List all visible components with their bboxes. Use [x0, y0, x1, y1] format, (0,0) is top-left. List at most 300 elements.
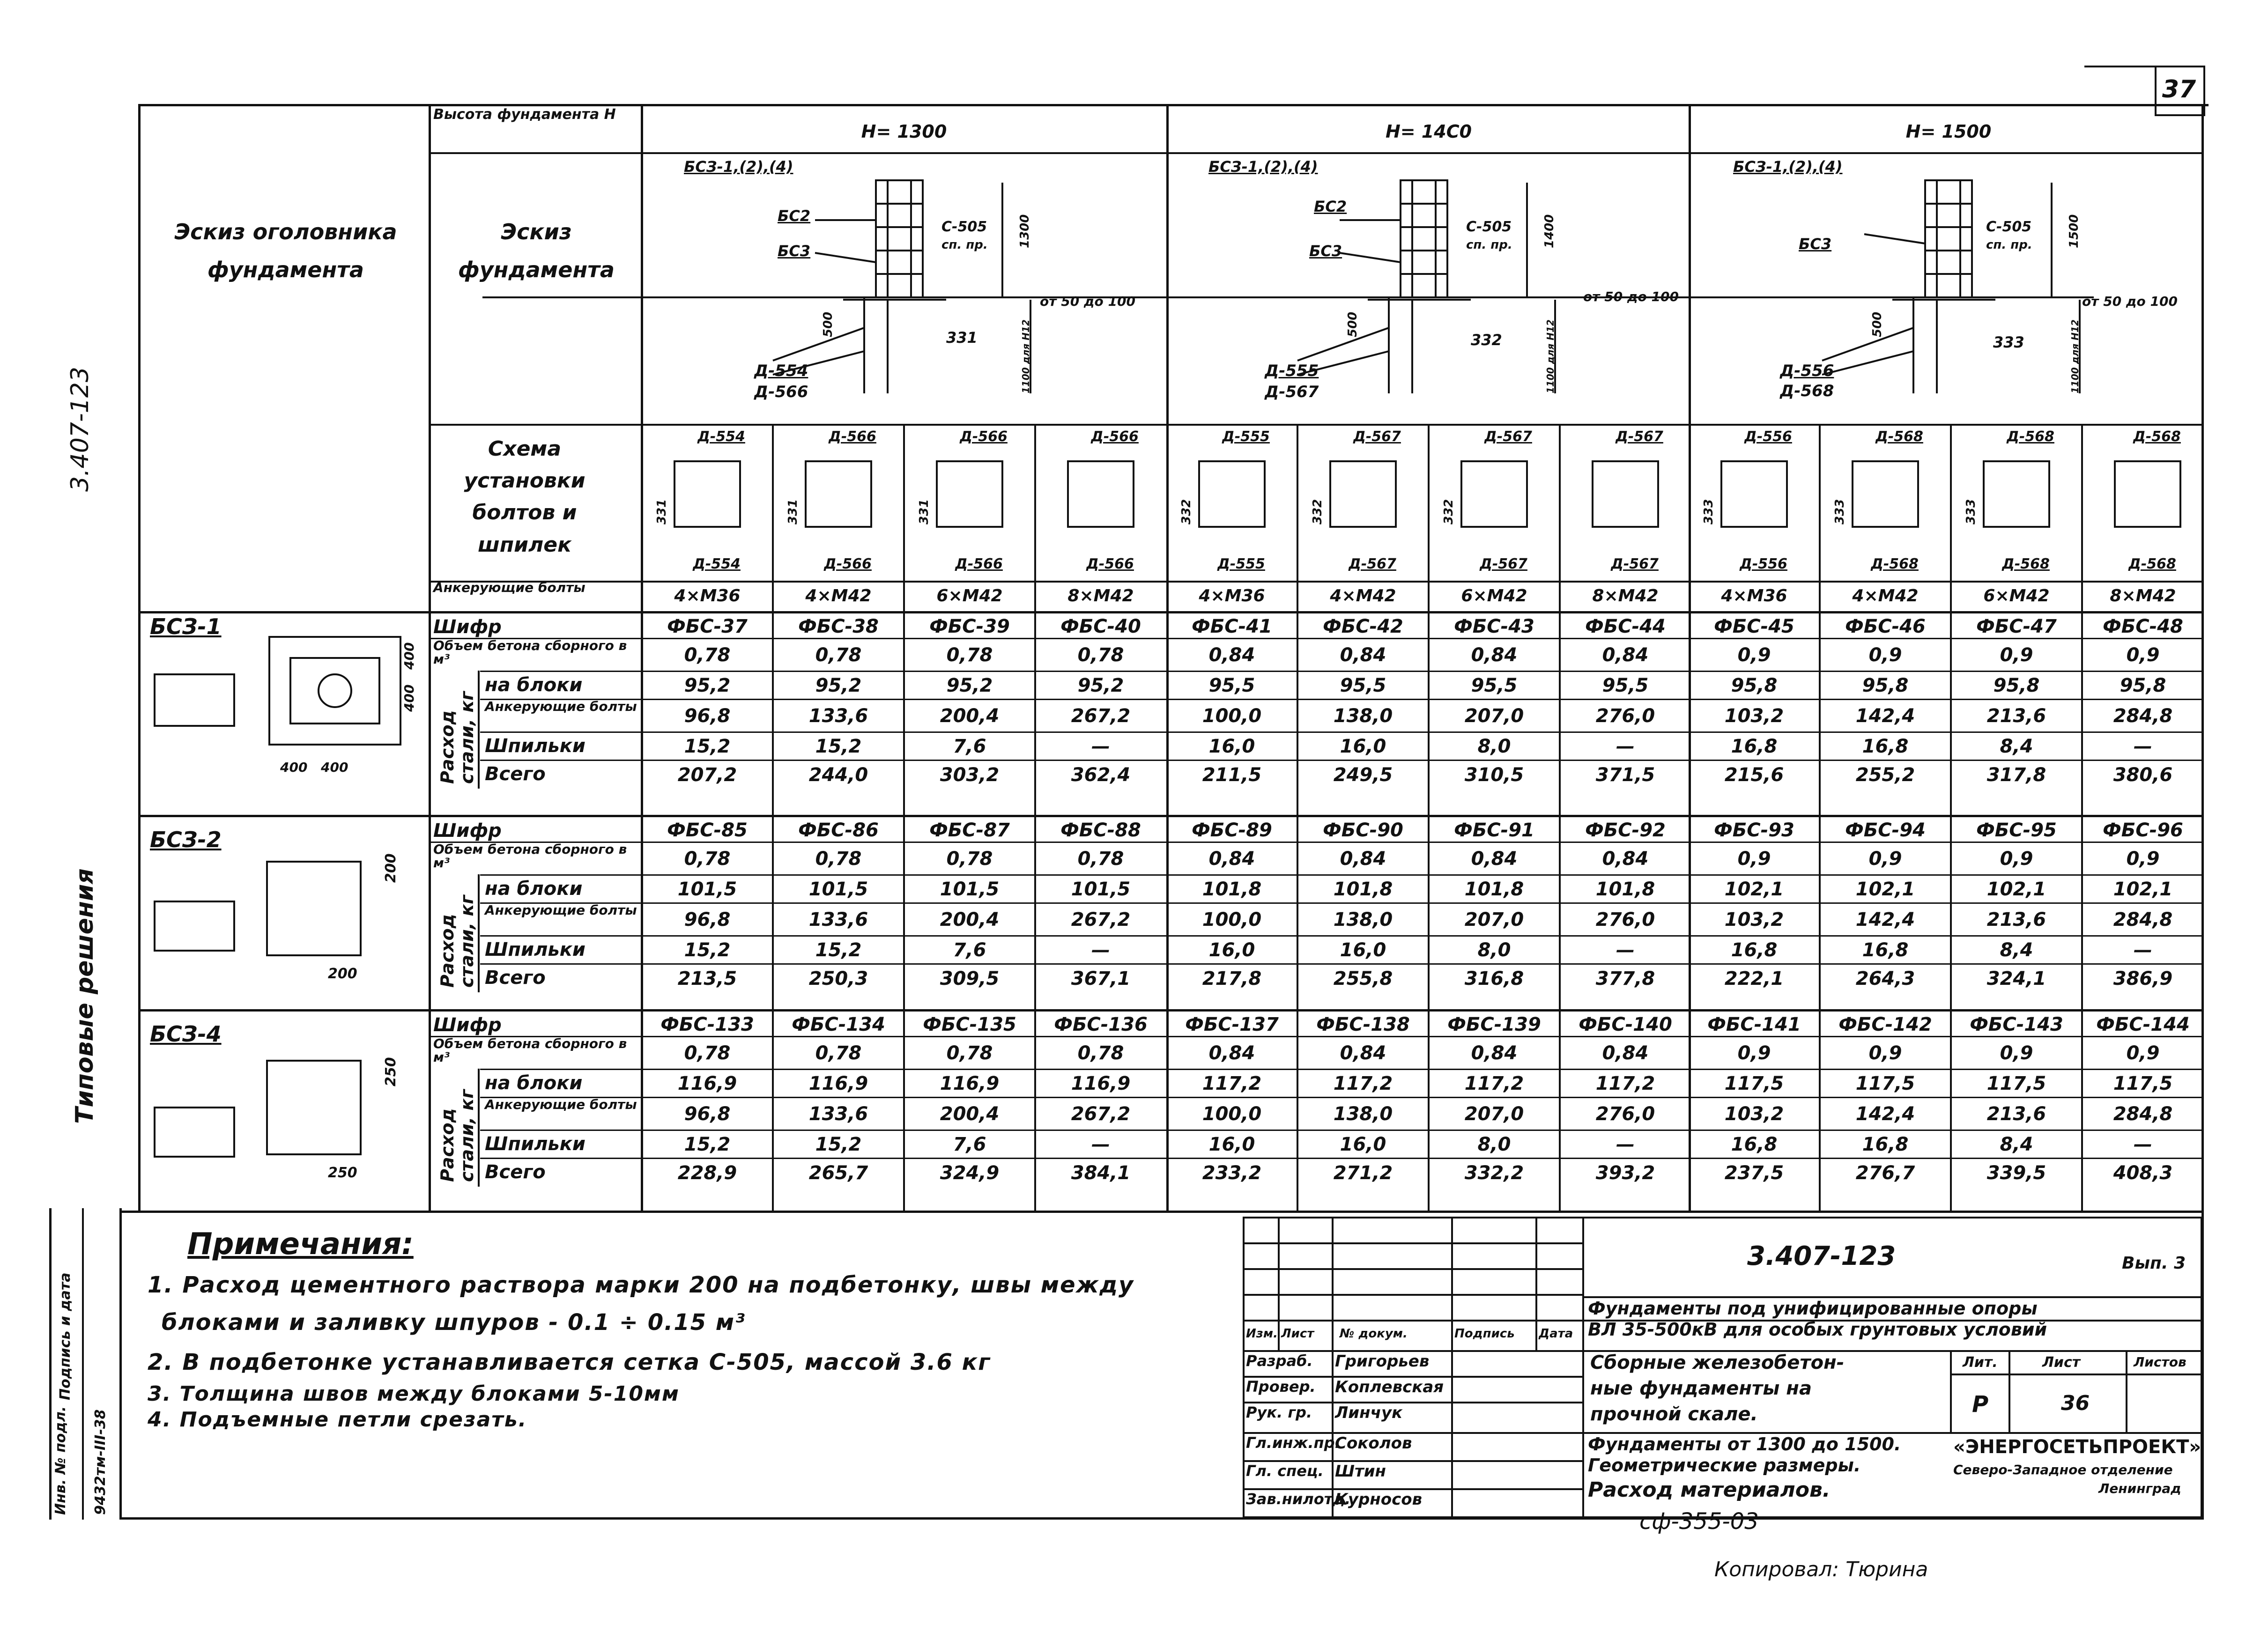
cell-total: 217,8	[1202, 968, 1262, 990]
cell-volume: 0,84	[1471, 1042, 1518, 1064]
sketch-d1-1: Д-554	[754, 362, 808, 380]
cell-blocks: 95,2	[684, 675, 731, 696]
scheme-id-top: Д-566	[960, 428, 1008, 445]
block-name-bsz4: БСЗ-4	[150, 1021, 222, 1047]
cell-anchors: 133,6	[808, 909, 868, 930]
note-2: 2. В подбетонке устанавливается сетка С-505, массой 3.6 кг	[148, 1349, 991, 1375]
cell-code: ФБС-46	[1845, 616, 1926, 637]
row-label-total: Всего	[485, 967, 546, 989]
sketch-b3-3: БС3	[1799, 235, 1832, 253]
cell-blocks: 102,1	[2113, 879, 2173, 900]
anchor-bolts-cell: 4×М36	[1721, 586, 1787, 606]
cell-anchors: 276,0	[1595, 705, 1655, 727]
cell-studs: 8,4	[2000, 1134, 2033, 1155]
cell-volume: 0,9	[2126, 1042, 2160, 1064]
bsz4-dim-a: 250	[328, 1165, 357, 1181]
cell-blocks: 102,1	[1855, 879, 1915, 900]
row-label-anchors: Анкерующие болты	[485, 699, 637, 714]
stamp-desc1-a: Сборные железобетон-	[1590, 1352, 1845, 1374]
header-anchor-label: Анкерующие болты	[433, 580, 586, 595]
cell-studs: 8,0	[1477, 939, 1511, 961]
cell-anchors: 100,0	[1202, 1103, 1262, 1125]
cell-studs: 16,0	[1340, 736, 1386, 757]
cell-code: ФБС-136	[1054, 1014, 1148, 1035]
cell-volume: 0,84	[1340, 644, 1386, 666]
sketch-anc-3: 1100 для Н12	[2069, 319, 2081, 393]
cell-anchors: 100,0	[1202, 705, 1262, 727]
header-height-label: Высота фундамента H	[433, 106, 616, 123]
row-rule	[480, 1069, 2204, 1070]
cell-code: ФБС-89	[1192, 820, 1272, 841]
cell-anchors: 103,2	[1724, 1103, 1784, 1125]
sketch-c505-3: С-505	[1986, 219, 2032, 235]
cell-code: ФБС-95	[1976, 820, 2057, 841]
row-label-volume: Объем бетона сборного в м³	[433, 1036, 627, 1065]
cell-blocks: 116,9	[940, 1073, 1000, 1094]
strip-num: 9432тм-III-38	[92, 1409, 109, 1515]
stamp-sheet-h: Лист	[2042, 1354, 2081, 1371]
block-plan-bsz1	[155, 637, 400, 745]
stamp-desc2-a: Фундаменты от 1300 до 1500.	[1588, 1434, 1901, 1455]
cell-blocks: 117,5	[1986, 1073, 2046, 1094]
cell-studs: 16,8	[1862, 1134, 1909, 1155]
cell-volume: 0,78	[1077, 644, 1124, 666]
cell-code: ФБС-134	[792, 1014, 885, 1035]
bsz2-dim-a: 200	[328, 966, 357, 982]
cell-code: ФБС-87	[929, 820, 1010, 841]
row-label-code: Шифр	[433, 1014, 502, 1036]
scheme-id-bottom: Д-568	[1871, 556, 1919, 572]
cell-volume: 0,84	[1208, 1042, 1255, 1064]
cell-total: 250,3	[808, 968, 868, 990]
cell-code: ФБС-38	[798, 616, 879, 637]
cell-studs: 8,4	[2000, 939, 2033, 961]
cell-studs: —	[1091, 736, 1110, 757]
sketch-gap-2: от 50 до 100	[1583, 289, 1679, 304]
anchor-bolts-cell: 6×М42	[936, 586, 1003, 606]
cell-code: ФБС-44	[1585, 616, 1666, 637]
band-top	[138, 1009, 2204, 1012]
stamp-desc2-c: Расход материалов.	[1588, 1478, 1831, 1502]
cell-total: 244,0	[808, 764, 868, 786]
stamp-issue: Вып. 3	[2122, 1254, 2186, 1273]
cell-anchors: 138,0	[1333, 705, 1393, 727]
cell-studs: 15,2	[815, 736, 862, 757]
sketch-d1-3: Д-556	[1780, 362, 1834, 380]
cell-code: ФБС-143	[1970, 1014, 2063, 1035]
scheme-id-bottom: Д-568	[2002, 556, 2050, 572]
cell-anchors: 142,4	[1855, 909, 1915, 930]
sketch-gap-3: от 50 до 100	[2082, 294, 2178, 309]
cell-blocks: 95,5	[1602, 675, 1649, 696]
cell-volume: 0,78	[815, 848, 862, 870]
scheme-id-bottom: Д-567	[1611, 556, 1659, 572]
cell-blocks: 116,9	[1071, 1073, 1131, 1094]
sketch-anc-2: 1100 для Н12	[1545, 319, 1556, 393]
cell-blocks: 101,5	[940, 879, 1000, 900]
cell-total: 215,6	[1724, 764, 1784, 786]
cell-total: 255,8	[1333, 968, 1393, 990]
sketch-anc-1: 1100 для Н12	[1020, 319, 1031, 393]
row-rule	[429, 842, 2204, 843]
stamp-role: Рук. гр.	[1246, 1403, 1312, 1421]
sketch-w-1: 331	[946, 329, 978, 347]
cell-total: 367,1	[1071, 968, 1131, 990]
cell-blocks: 95,8	[1731, 675, 1778, 696]
scheme-width: 333	[1964, 499, 1978, 524]
cell-anchors: 103,2	[1724, 705, 1784, 727]
cell-studs: 15,2	[684, 1134, 731, 1155]
stamp-person: Линчук	[1335, 1403, 1403, 1422]
scheme-id-top: Д-555	[1222, 428, 1270, 445]
cell-total: 371,5	[1595, 764, 1655, 786]
cell-code: ФБС-88	[1060, 820, 1141, 841]
cell-volume: 0,78	[684, 1042, 731, 1064]
cell-total: 408,3	[2113, 1162, 2173, 1184]
cell-anchors: 200,4	[940, 909, 1000, 930]
cell-anchors: 96,8	[684, 909, 731, 930]
cell-total: 393,2	[1595, 1162, 1655, 1184]
anchor-bolts-cell: 8×М42	[2110, 586, 2176, 606]
cell-studs: —	[2134, 736, 2152, 757]
cell-total: 377,8	[1595, 968, 1655, 990]
sketch-c505-2: С-505	[1466, 219, 1512, 235]
cell-volume: 0,78	[684, 848, 731, 870]
cell-code: ФБС-138	[1316, 1014, 1410, 1035]
cell-studs: —	[1091, 1134, 1110, 1155]
scheme-id-bottom: Д-567	[1480, 556, 1527, 572]
cell-total: 310,5	[1464, 764, 1524, 786]
cell-studs: —	[1616, 736, 1635, 757]
row-label-volume: Объем бетона сборного в м³	[433, 638, 627, 667]
note-1b: блоками и заливку шпуров - 0.1 ÷ 0.15 м³	[162, 1309, 746, 1336]
header-col1-label: Эскиз оголовника фундамента	[174, 219, 397, 282]
sketch-b3-1: БС3	[778, 242, 811, 260]
cell-total: 207,2	[677, 764, 737, 786]
cell-studs: 16,8	[1862, 736, 1909, 757]
sketch-c505-1: С-505	[941, 219, 987, 235]
cell-volume: 0,9	[2000, 848, 2033, 870]
row-rule	[480, 1158, 2204, 1159]
cell-anchors: 207,0	[1464, 705, 1524, 727]
scheme-id-bottom: Д-566	[1086, 556, 1134, 572]
bsz1-dim-b: 400	[321, 760, 348, 775]
row-rule	[480, 760, 2204, 761]
cell-blocks: 101,8	[1333, 879, 1393, 900]
cell-blocks: 101,5	[808, 879, 868, 900]
bsz2-dim-b: 200	[383, 853, 399, 883]
anchor-bolts-cell: 6×М42	[1461, 586, 1527, 606]
cell-code: ФБС-141	[1707, 1014, 1801, 1035]
cell-blocks: 95,2	[946, 675, 993, 696]
scheme-id-bottom: Д-568	[2128, 556, 2176, 572]
scheme-width: 331	[917, 499, 931, 524]
cell-anchors: 138,0	[1333, 909, 1393, 930]
cell-anchors: 133,6	[808, 1103, 868, 1125]
sketch-bsz-label-3: БСЗ-1,(2),(4)	[1733, 158, 1843, 176]
scheme-id-bottom: Д-567	[1349, 556, 1396, 572]
sketch-d1-2: Д-555	[1265, 362, 1319, 380]
cell-blocks: 117,5	[1855, 1073, 1915, 1094]
cell-volume: 0,78	[815, 1042, 862, 1064]
cell-total: 271,2	[1333, 1162, 1393, 1184]
cell-total: 303,2	[940, 764, 1000, 786]
scheme-squares	[674, 461, 2180, 527]
row-label-blocks: на блоки	[485, 1072, 583, 1094]
block-name-bsz2: БСЗ-2	[150, 827, 222, 852]
row-label-blocks: на блоки	[485, 674, 583, 696]
cell-volume: 0,9	[2126, 644, 2160, 666]
note-3: 3. Толщина швов между блоками 5-10мм	[148, 1382, 680, 1406]
block-plan-bsz2	[155, 862, 361, 955]
cell-anchors: 267,2	[1071, 705, 1131, 727]
cell-code: ФБС-139	[1447, 1014, 1541, 1035]
cell-volume: 0,84	[1208, 644, 1255, 666]
cell-code: ФБС-144	[2096, 1014, 2190, 1035]
cell-anchors: 213,6	[1986, 909, 2046, 930]
row-rule	[429, 1036, 2204, 1037]
cell-studs: 8,0	[1477, 736, 1511, 757]
cell-volume: 0,78	[815, 644, 862, 666]
cell-studs: 15,2	[815, 1134, 862, 1155]
notes-title: Примечания:	[187, 1227, 414, 1262]
cell-blocks: 117,2	[1595, 1073, 1655, 1094]
row-rule	[480, 699, 2204, 700]
sketch-gap-1: от 50 до 100	[1040, 294, 1135, 309]
band-top	[138, 611, 2204, 613]
scheme-width: 331	[786, 499, 800, 524]
cell-blocks: 95,8	[1862, 675, 1909, 696]
stamp-role: Разраб.	[1246, 1352, 1313, 1370]
cell-total: 324,9	[940, 1162, 1000, 1184]
stamp-col-izm: Изм.	[1246, 1327, 1278, 1341]
cell-code: ФБС-90	[1323, 820, 1403, 841]
steel-divider	[478, 1069, 480, 1187]
cell-studs: 16,8	[1862, 939, 1909, 961]
cell-total: 222,1	[1724, 968, 1784, 990]
group-height-1400: H= 14С0	[1385, 121, 1472, 142]
cell-code: ФБС-92	[1585, 820, 1666, 841]
bsz1-dim-d: 400	[401, 642, 417, 670]
cell-blocks: 116,9	[808, 1073, 868, 1094]
cell-studs: 8,4	[2000, 736, 2033, 757]
cell-blocks: 117,5	[1724, 1073, 1784, 1094]
stamp-role: Провер.	[1246, 1378, 1316, 1396]
cell-studs: 16,0	[1208, 736, 1255, 757]
cell-anchors: 103,2	[1724, 909, 1784, 930]
scheme-id-bottom: Д-554	[693, 556, 741, 572]
cell-blocks: 102,1	[1724, 879, 1784, 900]
cell-studs: —	[1616, 939, 1635, 961]
cell-studs: —	[1616, 1134, 1635, 1155]
cell-code: ФБС-94	[1845, 820, 1926, 841]
cell-studs: —	[2134, 939, 2152, 961]
stamp-org3: Ленинград	[2098, 1481, 2181, 1496]
row-label-steel: Расход стали, кг	[437, 895, 477, 988]
sketch-h-1: 1300	[1018, 214, 1032, 248]
sketch-500-1: 500	[821, 311, 835, 337]
cell-studs: 16,8	[1731, 1134, 1778, 1155]
note-4: 4. Подъемные петли срезать.	[148, 1408, 527, 1432]
cell-anchors: 100,0	[1202, 909, 1262, 930]
bsz1-dim-a: 400	[280, 760, 308, 775]
cell-anchors: 284,8	[2113, 909, 2173, 930]
cell-volume: 0,78	[684, 644, 731, 666]
cell-blocks: 95,5	[1471, 675, 1518, 696]
anchor-bolts-cell: 8×М42	[1067, 586, 1134, 606]
row-rule	[429, 638, 2204, 639]
stamp-col-list: Лист	[1281, 1327, 1314, 1341]
scheme-id-top: Д-567	[1616, 428, 1663, 445]
cell-total: 316,8	[1464, 968, 1524, 990]
side-series: Типовые решения	[71, 868, 99, 1124]
cell-volume: 0,78	[1077, 848, 1124, 870]
scheme-id-top: Д-566	[829, 428, 876, 445]
cell-code: ФБС-86	[798, 820, 879, 841]
row-label-volume: Объем бетона сборного в м³	[433, 842, 627, 871]
cell-volume: 0,84	[1340, 848, 1386, 870]
sketch-bsz-label-1: БСЗ-1,(2),(4)	[684, 158, 793, 176]
row-label-total: Всего	[485, 1161, 546, 1183]
cell-code: ФБС-48	[2103, 616, 2183, 637]
cell-total: 332,2	[1464, 1162, 1524, 1184]
cell-anchors: 142,4	[1855, 705, 1915, 727]
scheme-width: 333	[1833, 499, 1847, 524]
cell-blocks: 101,8	[1595, 879, 1655, 900]
sketch-b2-2: БС2	[1314, 198, 1347, 215]
band-top	[138, 815, 2204, 817]
cell-blocks: 95,2	[1077, 675, 1124, 696]
stamp-col-sign: Подпись	[1454, 1327, 1515, 1341]
stamp-person: Коплевская	[1335, 1378, 1444, 1396]
sketch-w-3: 333	[1993, 333, 2024, 351]
stamp-sheets-h: Листов	[2134, 1354, 2186, 1370]
cell-total: 233,2	[1202, 1162, 1262, 1184]
cell-total: 228,9	[677, 1162, 737, 1184]
cell-code: ФБС-41	[1192, 616, 1272, 637]
cell-volume: 0,84	[1340, 1042, 1386, 1064]
row-rule	[480, 671, 2204, 672]
cell-total: 380,6	[2113, 764, 2173, 786]
row-rule	[480, 963, 2204, 965]
sketch-d2-1: Д-566	[754, 383, 808, 401]
scheme-id-top: Д-556	[1744, 428, 1792, 445]
row-label-steel: Расход стали, кг	[437, 1089, 477, 1182]
sketch-500-2: 500	[1346, 311, 1360, 337]
header-sketch-label: Эскиз фундамента	[458, 219, 615, 282]
cell-total: 386,9	[2113, 968, 2173, 990]
cell-code: ФБС-96	[2103, 820, 2183, 841]
cell-code: ФБС-45	[1714, 616, 1794, 637]
cell-total: 249,5	[1333, 764, 1393, 786]
footer-bottom: Копировал: Тюрина	[1714, 1558, 1928, 1581]
sketch-bsz-label-2: БСЗ-1,(2),(4)	[1208, 158, 1318, 176]
sketch-cn-1: сп. пр.	[941, 238, 988, 252]
cell-volume: 0,78	[946, 644, 993, 666]
cell-studs: 7,6	[953, 736, 986, 757]
scheme-id-bottom: Д-555	[1217, 556, 1265, 572]
cell-code: ФБС-43	[1454, 616, 1534, 637]
cell-volume: 0,9	[1737, 1042, 1771, 1064]
cell-volume: 0,78	[1077, 1042, 1124, 1064]
cell-blocks: 117,2	[1333, 1073, 1393, 1094]
stamp-org: «ЭНЕРГОСЕТЬПРОЕКТ»	[1953, 1436, 2201, 1458]
cell-total: 264,3	[1855, 968, 1915, 990]
strip-inv: Инв. № подл.	[52, 1406, 69, 1515]
scheme-id-top: Д-568	[2133, 428, 2181, 445]
cell-studs: 16,0	[1208, 1134, 1255, 1155]
row-label-studs: Шпильки	[485, 735, 586, 757]
cell-anchors: 96,8	[684, 1103, 731, 1125]
steel-divider	[478, 671, 480, 789]
row-rule	[480, 935, 2204, 937]
scheme-id-top: Д-566	[1091, 428, 1139, 445]
cell-blocks: 117,2	[1202, 1073, 1262, 1094]
cell-total: 362,4	[1071, 764, 1131, 786]
footer-copy: сф-355-03	[1639, 1508, 1759, 1535]
cell-anchors: 142,4	[1855, 1103, 1915, 1125]
stamp-desc1-c: прочной скале.	[1590, 1403, 1758, 1425]
cell-blocks: 101,5	[1071, 879, 1131, 900]
group-height-1300: H= 1300	[861, 121, 947, 142]
cell-total: 317,8	[1986, 764, 2046, 786]
sketch-d2-3: Д-568	[1780, 382, 1834, 400]
cell-code: ФБС-91	[1454, 820, 1534, 841]
sketch-h-2: 1400	[1542, 214, 1556, 248]
cell-studs: 15,2	[684, 736, 731, 757]
anchor-bolts-cell: 4×М36	[674, 586, 741, 606]
stamp-title-1: Фундаменты под унифицированные опоры	[1588, 1298, 2038, 1319]
stamp-person: Григорьев	[1335, 1352, 1430, 1371]
stamp-org2: Северо-Западное отделение	[1953, 1462, 2173, 1477]
cell-total: 213,5	[677, 968, 737, 990]
scheme-id-bottom: Д-566	[824, 556, 872, 572]
cell-code: ФБС-142	[1838, 1014, 1932, 1035]
cell-volume: 0,84	[1602, 1042, 1649, 1064]
cell-code: ФБС-37	[667, 616, 748, 637]
row-rule	[480, 874, 2204, 876]
cell-volume: 0,84	[1602, 848, 1649, 870]
cell-volume: 0,84	[1471, 848, 1518, 870]
cell-code: ФБС-140	[1579, 1014, 1672, 1035]
row-label-blocks: на блоки	[485, 878, 583, 900]
cell-studs: 7,6	[953, 939, 986, 961]
sketch-h-3: 1500	[2067, 214, 2081, 248]
stamp-desc2-b: Геометрические размеры.	[1588, 1455, 1861, 1476]
cell-code: ФБС-93	[1714, 820, 1794, 841]
cell-blocks: 117,2	[1464, 1073, 1524, 1094]
cell-anchors: 200,4	[940, 1103, 1000, 1125]
cell-studs: 16,8	[1731, 939, 1778, 961]
cell-blocks: 117,5	[2113, 1073, 2173, 1094]
scheme-id-top: Д-567	[1353, 428, 1401, 445]
scheme-width: 332	[1311, 499, 1325, 524]
row-label-code: Шифр	[433, 820, 502, 842]
cell-blocks: 101,8	[1202, 879, 1262, 900]
cell-blocks: 95,5	[1208, 675, 1255, 696]
row-label-steel: Расход стали, кг	[437, 691, 477, 784]
cell-code: ФБС-42	[1323, 616, 1403, 637]
cell-anchors: 276,0	[1595, 1103, 1655, 1125]
anchor-bolts-cell: 8×М42	[1592, 586, 1659, 606]
cell-studs: 16,0	[1208, 939, 1255, 961]
row-rule	[480, 731, 2204, 733]
cell-code: ФБС-137	[1185, 1014, 1279, 1035]
row-rule	[480, 1097, 2204, 1098]
cell-studs: 7,6	[953, 1134, 986, 1155]
cell-code: ФБС-47	[1976, 616, 2057, 637]
stamp-role: Зав.нилотд.	[1246, 1490, 1351, 1508]
